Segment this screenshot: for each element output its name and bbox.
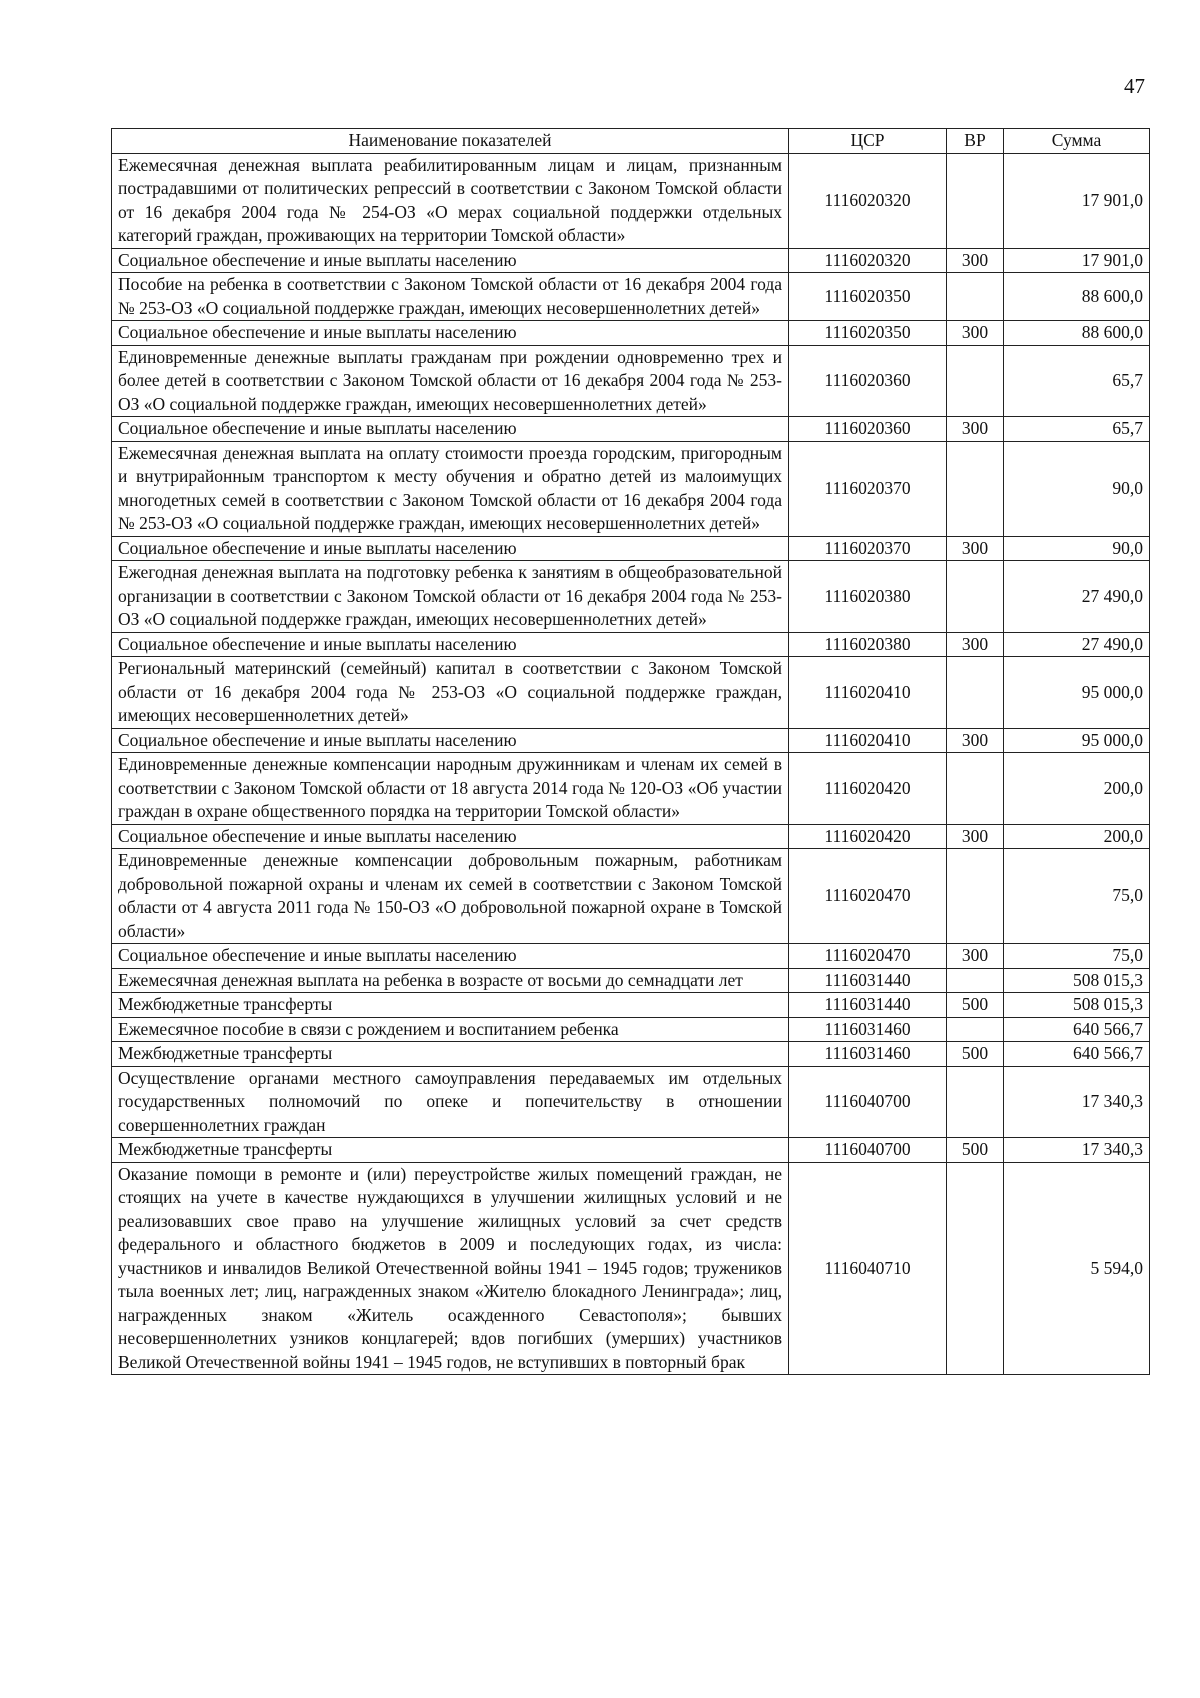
cell-sum: 65,7 bbox=[1004, 345, 1150, 417]
cell-name: Оказание помощи в ремонте и (или) переустройстве жилых помещений граждан, не стоящих на учете в качестве нуждающихся в улучшении жилищных условий и не реализовавших свое право на улучшение жилищных условий за счет средств федерального и областного бюджетов в 2009 и последующих годах, из числа: участников и инвалидов Великой Отечественной войны 1941 – 1945 годов; тружеников тыла военных лет; лиц, награжденных знаком «Жителю блокадного Ленинграда»; лиц, награжденных знаком «Житель осажденного Севастополя»; бывших несовершеннолетних узников концлагерей; вдов погибших (умерших) участников Великой Отечественной войны 1941 – 1945 годов, не вступивших в повторный брак bbox=[112, 1162, 789, 1375]
cell-csr: 1116031460 bbox=[789, 1017, 947, 1042]
cell-csr: 1116020370 bbox=[789, 536, 947, 561]
cell-vr: 300 bbox=[947, 944, 1004, 969]
cell-sum: 75,0 bbox=[1004, 849, 1150, 944]
table-row bbox=[112, 657, 1150, 729]
cell-csr: 1116020420 bbox=[789, 753, 947, 825]
cell-name: Социальное обеспечение и иные выплаты населению bbox=[112, 321, 789, 346]
cell-csr: 1116020380 bbox=[789, 561, 947, 633]
table-row bbox=[112, 248, 1150, 273]
cell-csr: 1116020320 bbox=[789, 248, 947, 273]
cell-name: Социальное обеспечение и иные выплаты населению bbox=[112, 248, 789, 273]
cell-sum: 90,0 bbox=[1004, 441, 1150, 536]
cell-vr bbox=[947, 968, 1004, 993]
cell-csr: 1116020420 bbox=[789, 824, 947, 849]
cell-csr: 1116020470 bbox=[789, 849, 947, 944]
cell-vr: 300 bbox=[947, 728, 1004, 753]
cell-vr: 500 bbox=[947, 993, 1004, 1018]
cell-sum: 640 566,7 bbox=[1004, 1017, 1150, 1042]
cell-csr: 1116031460 bbox=[789, 1042, 947, 1067]
table-row bbox=[112, 345, 1150, 417]
cell-vr: 300 bbox=[947, 824, 1004, 849]
cell-csr: 1116020470 bbox=[789, 944, 947, 969]
cell-name: Ежемесячное пособие в связи с рождением и воспитанием ребенка bbox=[112, 1017, 789, 1042]
table-row bbox=[112, 728, 1150, 753]
cell-csr: 1116020380 bbox=[789, 632, 947, 657]
cell-name: Социальное обеспечение и иные выплаты населению bbox=[112, 728, 789, 753]
cell-name: Единовременные денежные компенсации добровольным пожарным, работникам добровольной пожарной охраны и членам их семей в соответствии с Законом Томской области от 4 августа 2011 года № 150-ОЗ «О добровольной пожарной охране в Томской области» bbox=[112, 849, 789, 944]
cell-vr bbox=[947, 1066, 1004, 1138]
table-row bbox=[112, 536, 1150, 561]
cell-sum: 17 901,0 bbox=[1004, 153, 1150, 248]
cell-vr: 300 bbox=[947, 632, 1004, 657]
cell-sum: 17 901,0 bbox=[1004, 248, 1150, 273]
cell-sum: 95 000,0 bbox=[1004, 657, 1150, 729]
cell-name: Межбюджетные трансферты bbox=[112, 993, 789, 1018]
table-row bbox=[112, 153, 1150, 248]
table-row bbox=[112, 561, 1150, 633]
cell-sum: 27 490,0 bbox=[1004, 632, 1150, 657]
cell-name: Пособие на ребенка в соответствии с Законом Томской области от 16 декабря 2004 года № 253-ОЗ «О социальной поддержке граждан, имеющих несовершеннолетних детей» bbox=[112, 273, 789, 321]
cell-name: Ежемесячная денежная выплата на оплату стоимости проезда городским, пригородным и внутрирайонным транспортом к месту обучения и обратно детей из малоимущих многодетных семей в соответствии с Законом Томской области от 16 декабря 2004 года № 253-ОЗ «О социальной поддержке граждан, имеющих несовершеннолетних детей» bbox=[112, 441, 789, 536]
cell-vr: 300 bbox=[947, 248, 1004, 273]
table-row bbox=[112, 1017, 1150, 1042]
cell-name: Региональный материнский (семейный) капитал в соответствии с Законом Томской области от 16 декабря 2004 года № 253-ОЗ «О социальной поддержке граждан, имеющих несовершеннолетних детей» bbox=[112, 657, 789, 729]
cell-name: Ежемесячная денежная выплата на ребенка в возрасте от восьми до семнадцати лет bbox=[112, 968, 789, 993]
header-name: Наименование показателей bbox=[112, 129, 789, 154]
table-row bbox=[112, 321, 1150, 346]
table-row bbox=[112, 824, 1150, 849]
cell-name: Единовременные денежные компенсации народным дружинникам и членам их семей в соответствии с Законом Томской области от 18 августа 2014 года № 120-ОЗ «Об участии граждан в охране общественного порядка на территории Томской области» bbox=[112, 753, 789, 825]
table-row bbox=[112, 849, 1150, 944]
cell-vr bbox=[947, 273, 1004, 321]
cell-csr: 1116040710 bbox=[789, 1162, 947, 1375]
table-row bbox=[112, 944, 1150, 969]
cell-sum: 88 600,0 bbox=[1004, 273, 1150, 321]
cell-csr: 1116020360 bbox=[789, 345, 947, 417]
table-row bbox=[112, 417, 1150, 442]
cell-csr: 1116020350 bbox=[789, 273, 947, 321]
cell-vr bbox=[947, 753, 1004, 825]
cell-name: Социальное обеспечение и иные выплаты населению bbox=[112, 536, 789, 561]
cell-sum: 5 594,0 bbox=[1004, 1162, 1150, 1375]
table-row bbox=[112, 753, 1150, 825]
cell-sum: 17 340,3 bbox=[1004, 1138, 1150, 1163]
cell-sum: 88 600,0 bbox=[1004, 321, 1150, 346]
cell-vr bbox=[947, 345, 1004, 417]
cell-vr bbox=[947, 1162, 1004, 1375]
table-header bbox=[112, 129, 1150, 154]
cell-sum: 75,0 bbox=[1004, 944, 1150, 969]
cell-name: Межбюджетные трансферты bbox=[112, 1042, 789, 1067]
header-vr: ВР bbox=[947, 129, 1004, 154]
cell-vr bbox=[947, 153, 1004, 248]
cell-csr: 1116031440 bbox=[789, 968, 947, 993]
cell-name: Социальное обеспечение и иные выплаты населению bbox=[112, 417, 789, 442]
cell-csr: 1116031440 bbox=[789, 993, 947, 1018]
cell-sum: 17 340,3 bbox=[1004, 1066, 1150, 1138]
cell-sum: 27 490,0 bbox=[1004, 561, 1150, 633]
cell-sum: 65,7 bbox=[1004, 417, 1150, 442]
cell-csr: 1116020370 bbox=[789, 441, 947, 536]
table-body bbox=[112, 153, 1150, 1375]
table-row bbox=[112, 968, 1150, 993]
header-sum: Сумма bbox=[1004, 129, 1150, 154]
table-row bbox=[112, 441, 1150, 536]
cell-vr bbox=[947, 561, 1004, 633]
table-row bbox=[112, 273, 1150, 321]
cell-csr: 1116020410 bbox=[789, 657, 947, 729]
cell-csr: 1116040700 bbox=[789, 1138, 947, 1163]
budget-table bbox=[111, 128, 1150, 1375]
table-row bbox=[112, 632, 1150, 657]
cell-sum: 508 015,3 bbox=[1004, 968, 1150, 993]
table-row bbox=[112, 1066, 1150, 1138]
cell-name: Единовременные денежные выплаты гражданам при рождении одновременно трех и более детей в соответствии с Законом Томской области от 16 декабря 2004 года № 253-ОЗ «О социальной поддержке граждан, имеющих несовершеннолетних детей» bbox=[112, 345, 789, 417]
cell-vr bbox=[947, 441, 1004, 536]
cell-name: Социальное обеспечение и иные выплаты населению bbox=[112, 632, 789, 657]
cell-vr: 500 bbox=[947, 1042, 1004, 1067]
table-row bbox=[112, 1162, 1150, 1375]
cell-csr: 1116020350 bbox=[789, 321, 947, 346]
table-row bbox=[112, 1138, 1150, 1163]
cell-vr: 300 bbox=[947, 536, 1004, 561]
cell-name: Межбюджетные трансферты bbox=[112, 1138, 789, 1163]
cell-name: Осуществление органами местного самоуправления передаваемых им отдельных государственных полномочий по опеке и попечительству в отношении совершеннолетних граждан bbox=[112, 1066, 789, 1138]
cell-name: Ежемесячная денежная выплата реабилитированным лицам и лицам, признанным пострадавшими от политических репрессий в соответствии с Законом Томской области от 16 декабря 2004 года № 254-ОЗ «О мерах социальной поддержки отдельных категорий граждан, проживающих на территории Томской области» bbox=[112, 153, 789, 248]
cell-csr: 1116040700 bbox=[789, 1066, 947, 1138]
header-csr: ЦСР bbox=[789, 129, 947, 154]
cell-csr: 1116020410 bbox=[789, 728, 947, 753]
cell-vr bbox=[947, 657, 1004, 729]
cell-sum: 95 000,0 bbox=[1004, 728, 1150, 753]
cell-csr: 1116020320 bbox=[789, 153, 947, 248]
cell-sum: 640 566,7 bbox=[1004, 1042, 1150, 1067]
cell-name: Ежегодная денежная выплата на подготовку ребенка к занятиям в общеобразовательной организации в соответствии с Законом Томской области от 16 декабря 2004 года № 253-ОЗ «О социальной поддержке граждан, имеющих несовершеннолетних детей» bbox=[112, 561, 789, 633]
table-row bbox=[112, 1042, 1150, 1067]
cell-sum: 200,0 bbox=[1004, 824, 1150, 849]
header-row bbox=[112, 129, 1150, 154]
cell-name: Социальное обеспечение и иные выплаты населению bbox=[112, 824, 789, 849]
cell-sum: 200,0 bbox=[1004, 753, 1150, 825]
cell-sum: 90,0 bbox=[1004, 536, 1150, 561]
cell-vr: 500 bbox=[947, 1138, 1004, 1163]
page-number: 47 bbox=[1124, 74, 1145, 98]
cell-csr: 1116020360 bbox=[789, 417, 947, 442]
table-row bbox=[112, 993, 1150, 1018]
cell-vr bbox=[947, 849, 1004, 944]
cell-name: Социальное обеспечение и иные выплаты населению bbox=[112, 944, 789, 969]
cell-vr: 300 bbox=[947, 321, 1004, 346]
cell-vr: 300 bbox=[947, 417, 1004, 442]
cell-vr bbox=[947, 1017, 1004, 1042]
cell-sum: 508 015,3 bbox=[1004, 993, 1150, 1018]
